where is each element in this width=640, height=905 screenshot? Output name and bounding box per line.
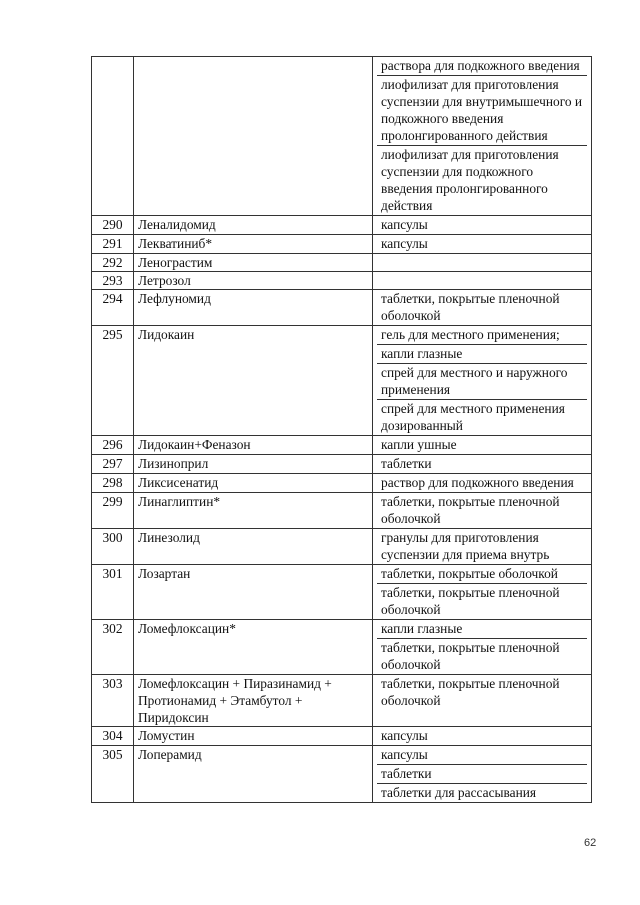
table-row (92, 326, 592, 436)
table-row (92, 57, 592, 216)
dosage-form: таблетки (377, 764, 587, 783)
drug-name: Лизиноприл (134, 455, 373, 474)
table-row (92, 455, 592, 474)
table-row (92, 216, 592, 235)
dosage-form: лиофилизат для приготовления суспензии для внутримышечного и подкожного введения пролонгированного действия (377, 75, 587, 145)
dosage-form: таблетки, покрытые пленочной оболочкой (377, 583, 587, 619)
row-number: 299 (92, 493, 134, 529)
row-number: 302 (92, 620, 134, 675)
dosage-form (377, 272, 587, 287)
row-number: 297 (92, 455, 134, 474)
dosage-form: капсулы (381, 217, 428, 232)
table-row (92, 529, 592, 565)
dosage-forms (373, 565, 592, 620)
drug-name: Лефлуномид (134, 290, 373, 326)
drug-name: Леналидомид (134, 216, 373, 235)
table-row (92, 565, 592, 620)
drug-name: Ломефлоксацин + Пиразинамид + Протионамид + Этамбутол + Пиридоксин (134, 675, 373, 727)
drug-name: Лоперамид (134, 746, 373, 803)
dosage-form: таблетки (381, 456, 432, 471)
dosage-forms (373, 216, 592, 235)
drug-name: Лозартан (134, 565, 373, 620)
drug-name: Линаглиптин* (134, 493, 373, 529)
row-number (92, 57, 134, 216)
row-number: 293 (92, 272, 134, 290)
row-number: 300 (92, 529, 134, 565)
row-number: 304 (92, 727, 134, 746)
dosage-form: таблетки, покрытые пленочной оболочкой (381, 291, 560, 323)
row-number: 301 (92, 565, 134, 620)
row-number: 291 (92, 235, 134, 254)
drug-table-body (92, 57, 592, 803)
dosage-forms (373, 455, 592, 474)
dosage-forms (373, 57, 592, 216)
drug-name: Летрозол (134, 272, 373, 290)
dosage-forms (373, 727, 592, 746)
row-number: 294 (92, 290, 134, 326)
row-number: 290 (92, 216, 134, 235)
drug-table (91, 56, 592, 803)
dosage-form: спрей для местного применения дозированный (377, 399, 587, 435)
drug-name: Ломустин (134, 727, 373, 746)
dosage-form: спрей для местного и наружного применения (377, 363, 587, 399)
dosage-form (377, 254, 587, 269)
dosage-form: таблетки для рассасывания (377, 783, 587, 802)
table-row (92, 235, 592, 254)
dosage-forms (373, 235, 592, 254)
dosage-form: капсулы (381, 236, 428, 251)
drug-name: Ликсисенатид (134, 474, 373, 493)
table-row (92, 493, 592, 529)
dosage-form: капсулы (381, 728, 428, 743)
drug-name: Лидокаин (134, 326, 373, 436)
dosage-form: капли ушные (381, 437, 457, 452)
dosage-form: таблетки, покрытые пленочной оболочкой (381, 494, 560, 526)
dosage-form: капсулы (381, 747, 428, 762)
table-row (92, 727, 592, 746)
dosage-forms (373, 290, 592, 326)
drug-name: Линезолид (134, 529, 373, 565)
drug-name: Лекватиниб* (134, 235, 373, 254)
dosage-form: капли глазные (381, 621, 463, 636)
table-row (92, 474, 592, 493)
row-number: 296 (92, 436, 134, 455)
page-number: 62 (584, 837, 597, 849)
row-number: 305 (92, 746, 134, 803)
dosage-forms (373, 620, 592, 675)
drug-name: Ломефлоксацин* (134, 620, 373, 675)
dosage-form: гранулы для приготовления суспензии для приема внутрь (381, 530, 550, 562)
dosage-form: лиофилизат для приготовления суспензии для подкожного введения пролонгированного действия (377, 145, 587, 215)
table-row (92, 675, 592, 727)
table-row (92, 436, 592, 455)
table-row (92, 254, 592, 272)
dosage-forms (373, 746, 592, 803)
dosage-forms (373, 493, 592, 529)
dosage-forms (373, 474, 592, 493)
dosage-form: гель для местного применения; (381, 327, 560, 342)
dosage-form: раствора для подкожного введения (381, 58, 580, 73)
dosage-forms (373, 529, 592, 565)
drug-name: Ленограстим (134, 254, 373, 272)
table-row (92, 272, 592, 290)
drug-name: Лидокаин+Феназон (134, 436, 373, 455)
dosage-forms (373, 272, 592, 290)
drug-name (134, 57, 373, 216)
dosage-forms (373, 675, 592, 727)
row-number: 303 (92, 675, 134, 727)
dosage-forms (373, 436, 592, 455)
dosage-form: раствор для подкожного введения (381, 475, 574, 490)
dosage-form: капли глазные (377, 344, 587, 363)
row-number: 295 (92, 326, 134, 436)
table-row (92, 746, 592, 803)
dosage-forms (373, 326, 592, 436)
dosage-form: таблетки, покрытые оболочкой (381, 566, 558, 581)
row-number: 292 (92, 254, 134, 272)
dosage-forms (373, 254, 592, 272)
table-row (92, 290, 592, 326)
dosage-form: таблетки, покрытые пленочной оболочкой (381, 676, 560, 708)
row-number: 298 (92, 474, 134, 493)
dosage-form: таблетки, покрытые пленочной оболочкой (377, 638, 587, 674)
table-row (92, 620, 592, 675)
